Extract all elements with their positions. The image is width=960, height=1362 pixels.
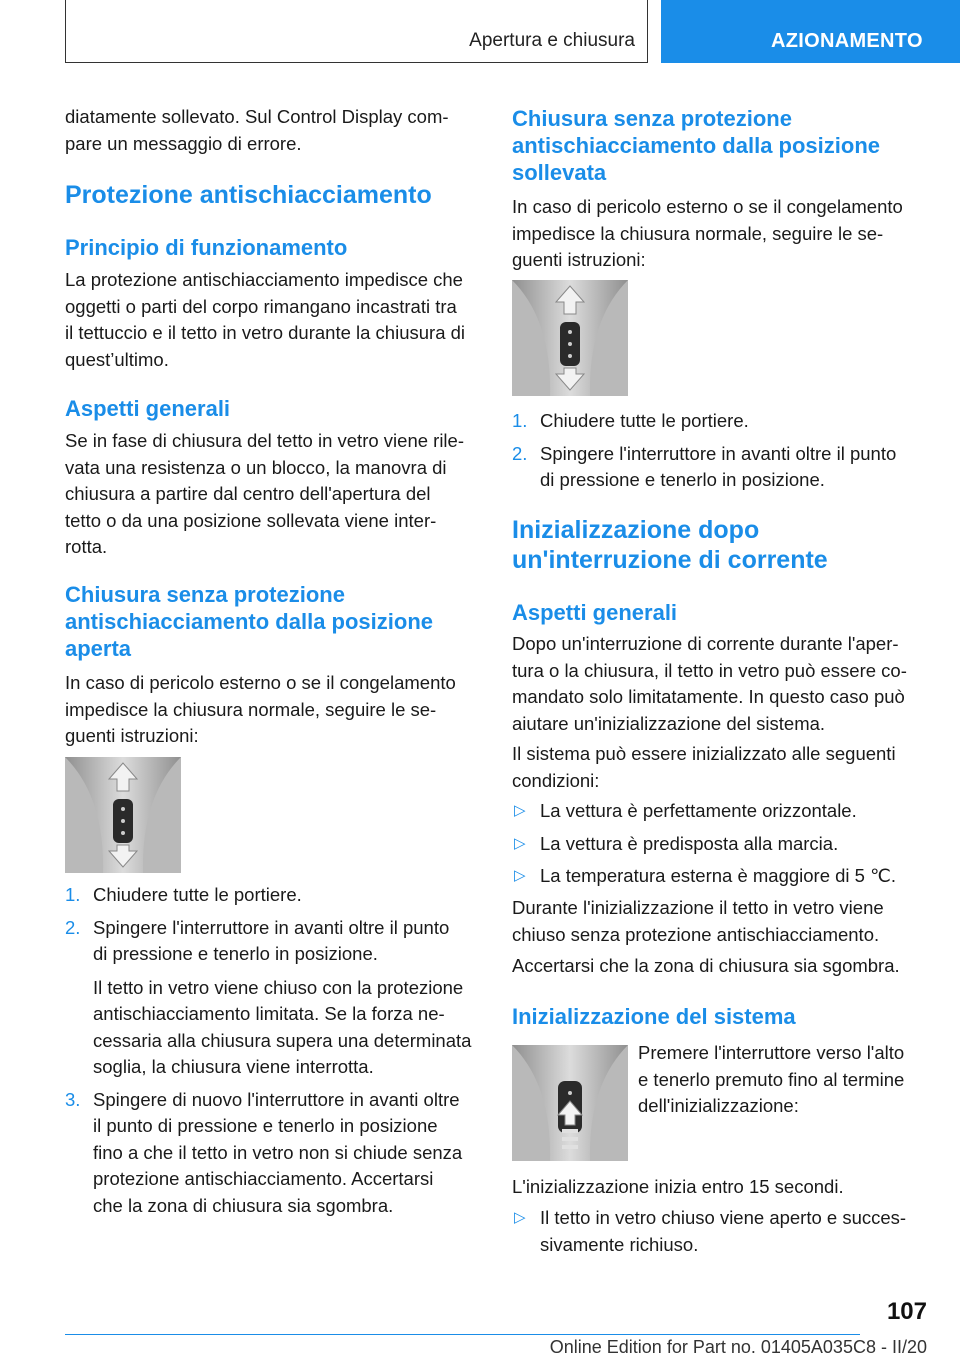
roof-switch-icon: [512, 280, 628, 396]
list-item: [512, 798, 924, 825]
text-chiusura-aperta: In caso di pericolo esterno o se il congelamento impedisce la chiusura normale, seguire le se- guenti istruzioni:: [65, 672, 456, 746]
list-item: [512, 441, 924, 494]
condition-text: La vettura è perfettamente orizzontale.: [540, 800, 857, 821]
steps-list-left: [65, 882, 477, 1219]
step-text: Spingere l'interruttore in avanti oltre il punto di pressione e tenerlo in posizione.: [93, 916, 450, 964]
triangle-right-icon: ▷: [514, 1209, 526, 1226]
list-item: [65, 882, 477, 909]
step-number: 2.: [512, 442, 528, 464]
text-init-2: Il sistema può essere inizializzato alle seguenti condizioni:: [512, 743, 896, 791]
heading-aspetti-left: Aspetti generali: [65, 396, 231, 421]
footer-divider: [65, 1334, 860, 1335]
switch-image-init: [512, 1045, 628, 1161]
steps-list-right: [512, 408, 924, 494]
list-item: [512, 1205, 924, 1258]
switch-image-close: [65, 757, 181, 873]
heading-aspetti-right: Aspetti generali: [512, 600, 678, 625]
heading-chiusura-aperta: Chiusura senza protezione antischiacciamento dalla posizione aperta: [65, 582, 433, 661]
intro-text: diatamente sollevato. Sul Control Display com- pare un messaggio di errore.: [65, 106, 449, 154]
step-number: 2.: [65, 916, 81, 938]
step-text: Chiudere tutte le portiere.: [93, 884, 302, 905]
text-init-1: Dopo un'interruzione di corrente durante l'aper- tura o la chiusura, il tetto in vetro può essere co- mandato solo limitatamente. In questo caso può aiutare un'inizializzazione del sistema.: [512, 633, 907, 734]
heading-protezione: Protezione antischiacciamento: [65, 181, 432, 209]
footer-edition: Online Edition for Part no. 01405A035C8 - II/20: [549, 1337, 927, 1357]
condition-text: La temperatura esterna è maggiore di 5 ℃.: [540, 865, 897, 886]
triangle-right-icon: ▷: [514, 867, 526, 884]
step-text: Chiudere tutte le portiere.: [540, 410, 749, 431]
text-chiusura-sollevata: In caso di pericolo esterno o se il congelamento impedisce la chiusura normale, seguire le se- guenti istruzioni:: [512, 196, 903, 270]
list-item: [65, 1087, 477, 1220]
step-note: Il tetto in vetro viene chiuso con la protezione antischiacciamento limitata. Se la forza ne- cessaria alla chiusura supera una determinata soglia, la chiusura viene interrotta.: [93, 976, 472, 1077]
step-number: 1.: [65, 884, 81, 905]
header-section-box: [65, 0, 648, 63]
list-item: [512, 863, 924, 890]
step-number: 1.: [512, 410, 528, 431]
list-item: [512, 831, 924, 858]
list-item: [65, 915, 477, 1081]
heading-principio: Principio di funzionamento: [65, 235, 348, 260]
step-text: Spingere l'interruttore in avanti oltre il punto di pressione e tenerlo in posizione.: [540, 442, 897, 490]
triangle-right-icon: ▷: [514, 802, 526, 819]
list-item: [512, 408, 924, 435]
text-sistema: Premere l'interruttore verso l'alto e tenerlo premuto fino al termine dell'inizializzazione:: [638, 1042, 905, 1116]
sistema-bullets: [512, 1205, 924, 1258]
page-number: 107: [886, 1298, 927, 1325]
heading-sistema: Inizializzazione del sistema: [512, 1004, 796, 1029]
roof-switch-icon: [65, 757, 181, 873]
header-chapter-tab: [661, 0, 960, 63]
roof-switch-up-icon: [512, 1045, 628, 1161]
condition-text: La vettura è predisposta alla marcia.: [540, 832, 839, 854]
text-principio: La protezione antischiacciamento impedisce che oggetti o parti del corpo rimangano incastrati tra il tettuccio e il tetto in vetro durante la chiusura di quest’ultimo.: [65, 269, 466, 370]
triangle-right-icon: ▷: [514, 834, 526, 852]
text-init-4: Accertarsi che la zona di chiusura sia sgombra.: [512, 955, 900, 976]
text-entro: L'inizializzazione inizia entro 15 secondi.: [512, 1176, 844, 1197]
text-init-3: Durante l'inizializzazione il tetto in vetro viene chiuso senza protezione antischiacciamento.: [512, 897, 884, 945]
switch-image-close-raised: [512, 280, 628, 396]
heading-chiusura-sollevata: Chiusura senza protezione antischiacciamento dalla posizione sollevata: [512, 106, 880, 185]
header-section-title: Apertura e chiusura: [469, 30, 635, 51]
step-text: Spingere di nuovo l'interruttore in avanti oltre il punto di pressione e tenerlo in posizione fino a che il tetto in vetro non si chiude senza protezione antischiacciamento. Accertarsi che la zona di chiusura sia sgombra.: [93, 1088, 463, 1216]
heading-init: Inizializzazione dopo un'interruzione di corrente: [512, 516, 828, 574]
header-chapter-title: AZIONAMENTO: [771, 30, 923, 52]
text-aspetti-left: Se in fase di chiusura del tetto in vetro viene rile- vata una resistenza o un blocco, la manovra di chiusura a partire dal centro dell'apertura del tetto o da una posizione sollevata viene inter- rotta.: [65, 430, 464, 557]
bullet-text: Il tetto in vetro chiuso viene aperto e succes- sivamente richiuso.: [540, 1207, 907, 1255]
step-number: 3.: [65, 1088, 81, 1110]
conditions-list: [512, 798, 924, 890]
